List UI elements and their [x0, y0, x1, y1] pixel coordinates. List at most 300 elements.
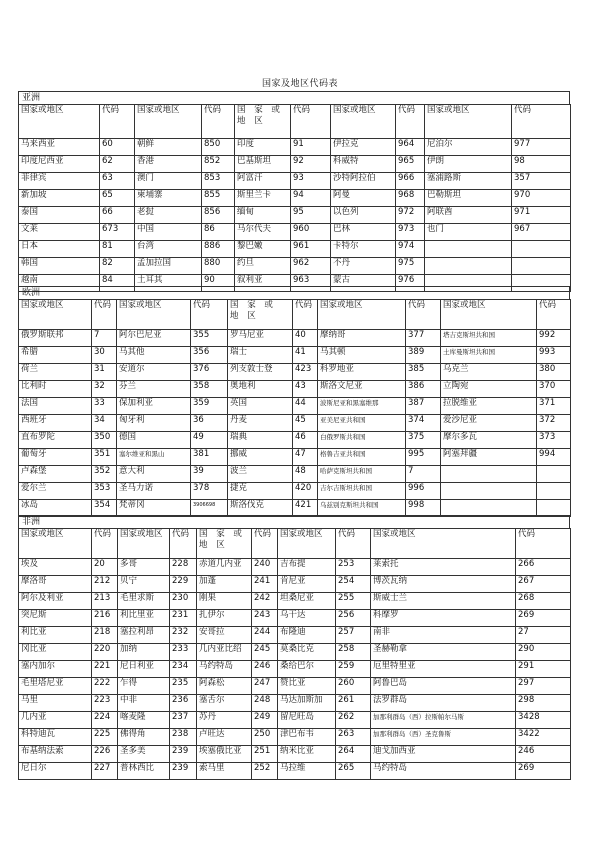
- country-cell: 奥地利: [228, 381, 293, 398]
- header-cell: 国 家 或 地 区: [235, 105, 291, 139]
- country-cell: 瑞典: [228, 432, 293, 449]
- header-cell: 代码: [336, 529, 371, 559]
- country-cell: 约旦: [235, 258, 291, 275]
- country-cell: 阿森松: [197, 678, 252, 695]
- country-cell: 荷兰: [19, 364, 92, 381]
- code-cell: 241: [252, 576, 278, 593]
- code-cell: 975: [396, 258, 425, 275]
- code-cell: [537, 483, 571, 500]
- country-cell: 拉脱维亚: [441, 398, 537, 415]
- code-cell: 60: [100, 139, 135, 156]
- code-cell: 31: [92, 364, 117, 381]
- country-cell: 塞拉利昂: [118, 627, 170, 644]
- country-cell: 普林西比: [118, 763, 170, 780]
- country-cell: 摩纳哥: [318, 330, 406, 347]
- country-cell: 柬埔寨: [135, 190, 202, 207]
- country-cell: 肯尼亚: [278, 576, 336, 593]
- code-cell: 354: [92, 500, 117, 517]
- code-cell: [512, 241, 571, 258]
- code-cell: 963: [291, 275, 331, 292]
- country-cell: 土库曼斯坦共和国: [441, 347, 537, 364]
- code-cell: 420: [293, 483, 318, 500]
- code-cell: 213: [92, 593, 118, 610]
- country-cell: 新加坡: [19, 190, 100, 207]
- country-cell: 尼日尔: [19, 763, 92, 780]
- code-cell: 263: [336, 729, 371, 746]
- table-row: [19, 729, 571, 746]
- table-row: [19, 330, 571, 347]
- country-cell: 索马里: [197, 763, 252, 780]
- code-cell: 998: [406, 500, 441, 517]
- country-cell: 黎巴嫩: [235, 241, 291, 258]
- country-cell: 爱尔兰: [19, 483, 92, 500]
- country-cell: 厄里特里亚: [371, 661, 516, 678]
- code-cell: 242: [252, 593, 278, 610]
- country-cell: 马拉维: [278, 763, 336, 780]
- country-cell: 乍得: [118, 678, 170, 695]
- country-cell: 不丹: [331, 258, 396, 275]
- country-cell: 印度尼西亚: [19, 156, 100, 173]
- code-cell: 269: [516, 763, 571, 780]
- code-cell: 358: [191, 381, 228, 398]
- code-cell: 47: [293, 449, 318, 466]
- country-cell: 迪戈加西亚: [371, 746, 516, 763]
- code-cell: 253: [336, 559, 371, 576]
- code-cell: 32: [92, 381, 117, 398]
- country-cell: 津巴布韦: [278, 729, 336, 746]
- table-row: [19, 207, 571, 224]
- table-row: [19, 381, 571, 398]
- header-cell: 代码: [170, 529, 197, 559]
- header-cell: 代码: [252, 529, 278, 559]
- code-cell: 41: [293, 347, 318, 364]
- table-row: [19, 483, 571, 500]
- code-cell: 252: [252, 763, 278, 780]
- code-cell: 973: [396, 224, 425, 241]
- code-cell: 20: [92, 559, 118, 576]
- code-cell: 259: [336, 661, 371, 678]
- country-cell: 孟加拉国: [135, 258, 202, 275]
- country-cell: 老挝: [135, 207, 202, 224]
- country-cell: 埃塞俄比亚: [197, 746, 252, 763]
- code-cell: 27: [516, 627, 571, 644]
- header-cell: 国家或地区: [371, 529, 516, 559]
- code-cell: 251: [252, 746, 278, 763]
- table-row: [19, 610, 571, 627]
- country-cell: 喀麦隆: [118, 712, 170, 729]
- code-cell: 291: [516, 661, 571, 678]
- code-cell: 236: [170, 695, 197, 712]
- code-cell: 240: [252, 559, 278, 576]
- country-cell: 匈牙利: [117, 415, 191, 432]
- code-cell: 993: [537, 347, 571, 364]
- country-cell: 阿富汗: [235, 173, 291, 190]
- code-cell: 371: [537, 398, 571, 415]
- table-row: [19, 678, 571, 695]
- code-cell: 40: [293, 330, 318, 347]
- country-cell: 列支敦士登: [228, 364, 293, 381]
- country-cell: 叙利亚: [235, 275, 291, 292]
- code-cell: 389: [406, 347, 441, 364]
- country-cell: 塞内加尔: [19, 661, 92, 678]
- country-cell: 乌干达: [278, 610, 336, 627]
- country-cell: 斯里兰卡: [235, 190, 291, 207]
- header-cell: 国家或地区: [19, 105, 100, 139]
- country-cell: 南非: [371, 627, 516, 644]
- country-cell: 安哥拉: [197, 627, 252, 644]
- country-cell: 蒙古: [331, 275, 396, 292]
- code-cell: 961: [291, 241, 331, 258]
- code-cell: 968: [396, 190, 425, 207]
- code-cell: 239: [170, 763, 197, 780]
- code-cell: 962: [291, 258, 331, 275]
- header-cell: 国家或地区: [19, 529, 92, 559]
- country-cell: 摩洛哥: [19, 576, 92, 593]
- code-cell: 381: [191, 449, 228, 466]
- country-cell: 以色列: [331, 207, 396, 224]
- country-cell: 扎伊尔: [197, 610, 252, 627]
- code-cell: 81: [100, 241, 135, 258]
- country-cell: 尼泊尔: [425, 139, 512, 156]
- table-row: [19, 156, 571, 173]
- header-cell: 国家或地区: [135, 105, 202, 139]
- country-cell: 科威特: [331, 156, 396, 173]
- country-cell: 冈比亚: [19, 644, 92, 661]
- table-row: [19, 593, 571, 610]
- country-cell: 刚果: [197, 593, 252, 610]
- country-cell: 冰岛: [19, 500, 92, 517]
- header-cell: 国家或地区: [318, 300, 406, 330]
- country-cell: 沙特阿拉伯: [331, 173, 396, 190]
- country-cell: 布基纳法索: [19, 746, 92, 763]
- header-cell: 国家或地区: [278, 529, 336, 559]
- code-cell: 375: [406, 432, 441, 449]
- country-cell: 捷克: [228, 483, 293, 500]
- country-cell: 圣马力诺: [117, 483, 191, 500]
- country-cell: 佛得角: [118, 729, 170, 746]
- code-cell: 7: [92, 330, 117, 347]
- table-row: [19, 500, 571, 517]
- table-row: [19, 661, 571, 678]
- country-cell: 保加利亚: [117, 398, 191, 415]
- country-cell: 毛里塔尼亚: [19, 678, 92, 695]
- code-cell: 352: [92, 466, 117, 483]
- header-cell: 代码: [92, 529, 118, 559]
- code-cell: 265: [336, 763, 371, 780]
- region-label-asia: 亚洲: [18, 91, 570, 104]
- country-cell: 土耳其: [135, 275, 202, 292]
- country-cell: 立陶宛: [441, 381, 537, 398]
- code-cell: 261: [336, 695, 371, 712]
- code-cell: 977: [512, 139, 571, 156]
- table-row: [19, 763, 571, 780]
- table-row: [19, 347, 571, 364]
- code-cell: 423: [293, 364, 318, 381]
- country-cell: 马来西亚: [19, 139, 100, 156]
- country-cell: 埃及: [19, 559, 92, 576]
- country-cell: 吉尔吉斯坦共和国: [318, 483, 406, 500]
- code-cell: 91: [291, 139, 331, 156]
- country-cell: 菲律宾: [19, 173, 100, 190]
- country-cell: 吉布提: [278, 559, 336, 576]
- header-cell: 代码: [191, 300, 228, 330]
- country-cell: 中国: [135, 224, 202, 241]
- code-cell: 856: [202, 207, 235, 224]
- code-cell: 93: [291, 173, 331, 190]
- code-cell: 995: [406, 449, 441, 466]
- country-cell: 摩尔多瓦: [441, 432, 537, 449]
- country-cell: 加蓬: [197, 576, 252, 593]
- country-cell: 马约特岛: [371, 763, 516, 780]
- code-cell: 966: [396, 173, 425, 190]
- country-cell: 香港: [135, 156, 202, 173]
- header-cell: 国家或地区: [19, 300, 92, 330]
- code-cell: 353: [92, 483, 117, 500]
- country-cell: 意大利: [117, 466, 191, 483]
- code-cell: 245: [252, 644, 278, 661]
- code-cell: 264: [336, 746, 371, 763]
- table-row: [19, 644, 571, 661]
- code-cell: 298: [516, 695, 571, 712]
- country-cell: 圣赫勒拿: [371, 644, 516, 661]
- table-row: [19, 746, 571, 763]
- country-cell: 桑给巴尔: [278, 661, 336, 678]
- code-cell: 852: [202, 156, 235, 173]
- code-cell: 673: [100, 224, 135, 241]
- header-cell: 代码: [512, 105, 571, 139]
- country-cell: 波斯尼亚和黑塞维那: [318, 398, 406, 415]
- header-cell: 国家或地区: [331, 105, 396, 139]
- country-cell: 澳门: [135, 173, 202, 190]
- code-cell: 373: [537, 432, 571, 449]
- code-cell: 297: [516, 678, 571, 695]
- header-cell: 代码: [516, 529, 571, 559]
- table-row: [19, 190, 571, 207]
- code-cell: 228: [170, 559, 197, 576]
- code-cell: 374: [406, 415, 441, 432]
- code-cell: 351: [92, 449, 117, 466]
- code-cell: 86: [202, 224, 235, 241]
- header-row: [19, 529, 571, 559]
- country-cell: 比利时: [19, 381, 92, 398]
- code-cell: 268: [516, 593, 571, 610]
- country-cell: 赤道几内亚: [197, 559, 252, 576]
- code-cell: 232: [170, 627, 197, 644]
- table-row: [19, 432, 571, 449]
- table-row: [19, 224, 571, 241]
- code-cell: 974: [396, 241, 425, 258]
- code-cell: 260: [336, 678, 371, 695]
- code-cell: 7: [406, 466, 441, 483]
- country-cell: 德国: [117, 432, 191, 449]
- code-cell: 290: [516, 644, 571, 661]
- table-row: [19, 559, 571, 576]
- country-cell: 塞尔维亚和黑山: [117, 449, 191, 466]
- country-cell: 突尼斯: [19, 610, 92, 627]
- country-cell: 科特迪瓦: [19, 729, 92, 746]
- table-row: [19, 258, 571, 275]
- header-cell: 国 家 或 地 区: [228, 300, 293, 330]
- country-cell: 罗马尼亚: [228, 330, 293, 347]
- code-cell: 226: [92, 746, 118, 763]
- country-cell: 博茨瓦纳: [371, 576, 516, 593]
- country-cell: 马达加斯加: [278, 695, 336, 712]
- country-cell: 芬兰: [117, 381, 191, 398]
- code-cell: 222: [92, 678, 118, 695]
- code-cell: 3428: [516, 712, 571, 729]
- code-cell: 964: [396, 139, 425, 156]
- code-cell: 970: [512, 190, 571, 207]
- code-cell: 49: [191, 432, 228, 449]
- code-cell: 356: [191, 347, 228, 364]
- code-cell: 66: [100, 207, 135, 224]
- code-cell: 246: [252, 661, 278, 678]
- country-cell: 塞舌尔: [197, 695, 252, 712]
- country-cell: 法罗群岛: [371, 695, 516, 712]
- country-cell: 加纳: [118, 644, 170, 661]
- country-cell: 爱沙尼亚: [441, 415, 537, 432]
- country-cell: 也门: [425, 224, 512, 241]
- code-cell: 243: [252, 610, 278, 627]
- code-cell: 224: [92, 712, 118, 729]
- code-cell: 996: [406, 483, 441, 500]
- code-cell: 359: [191, 398, 228, 415]
- country-cell: 巴基斯坦: [235, 156, 291, 173]
- code-cell: 82: [100, 258, 135, 275]
- header-cell: 国 家 或 地 区: [197, 529, 252, 559]
- country-cell: 阿鲁巴岛: [371, 678, 516, 695]
- code-cell: 246: [516, 746, 571, 763]
- code-cell: 45: [293, 415, 318, 432]
- code-cell: 3906698: [191, 500, 228, 517]
- code-cell: 886: [202, 241, 235, 258]
- code-cell: 3422: [516, 729, 571, 746]
- code-cell: 350: [92, 432, 117, 449]
- country-cell: 加那利群岛（西）圣克鲁斯: [371, 729, 516, 746]
- country-cell: 布隆迪: [278, 627, 336, 644]
- country-cell: 白俄罗斯共和国: [318, 432, 406, 449]
- country-cell: 几内亚比绍: [197, 644, 252, 661]
- country-cell: 西班牙: [19, 415, 92, 432]
- country-cell: 哈萨克斯坦共和国: [318, 466, 406, 483]
- code-cell: 221: [92, 661, 118, 678]
- code-cell: [512, 258, 571, 275]
- code-cell: 256: [336, 610, 371, 627]
- country-cell: 卡特尔: [331, 241, 396, 258]
- code-cell: 233: [170, 644, 197, 661]
- table-row: [19, 398, 571, 415]
- country-cell: 马约特岛: [197, 661, 252, 678]
- code-cell: [537, 466, 571, 483]
- code-cell: 421: [293, 500, 318, 517]
- country-cell: 阿曼: [331, 190, 396, 207]
- africa-table: [18, 528, 571, 780]
- code-cell: 385: [406, 364, 441, 381]
- table-row: [19, 449, 571, 466]
- code-cell: 30: [92, 347, 117, 364]
- table-row: [19, 576, 571, 593]
- code-cell: 377: [406, 330, 441, 347]
- country-cell: 巴勒斯坦: [425, 190, 512, 207]
- code-cell: 90: [202, 275, 235, 292]
- code-cell: 244: [252, 627, 278, 644]
- code-cell: 44: [293, 398, 318, 415]
- country-cell: 斯威士兰: [371, 593, 516, 610]
- code-cell: 235: [170, 678, 197, 695]
- country-cell: [441, 500, 537, 517]
- code-cell: 239: [170, 746, 197, 763]
- code-cell: 218: [92, 627, 118, 644]
- table-row: [19, 415, 571, 432]
- country-cell: 泰国: [19, 207, 100, 224]
- code-cell: 33: [92, 398, 117, 415]
- page-title: 国家及地区代码表: [261, 79, 338, 89]
- country-cell: 伊拉克: [331, 139, 396, 156]
- code-cell: 355: [191, 330, 228, 347]
- country-cell: 阿塞拜疆: [441, 449, 537, 466]
- code-cell: 230: [170, 593, 197, 610]
- country-cell: 阿尔及利亚: [19, 593, 92, 610]
- code-cell: 39: [191, 466, 228, 483]
- table-row: [19, 712, 571, 729]
- country-cell: 乌克兰: [441, 364, 537, 381]
- code-cell: 372: [537, 415, 571, 432]
- code-cell: 65: [100, 190, 135, 207]
- country-cell: [425, 241, 512, 258]
- code-cell: 967: [512, 224, 571, 241]
- code-cell: 48: [293, 466, 318, 483]
- code-cell: 227: [92, 763, 118, 780]
- code-cell: [537, 500, 571, 517]
- country-cell: 梵蒂冈: [117, 500, 191, 517]
- code-cell: 880: [202, 258, 235, 275]
- code-cell: 357: [512, 173, 571, 190]
- country-cell: 坦桑尼亚: [278, 593, 336, 610]
- code-cell: 98: [512, 156, 571, 173]
- code-cell: 92: [291, 156, 331, 173]
- code-cell: 370: [537, 381, 571, 398]
- code-cell: 46: [293, 432, 318, 449]
- region-label-europe: 欧洲: [18, 286, 570, 299]
- europe-table: [18, 299, 571, 517]
- country-cell: 斯洛文尼亚: [318, 381, 406, 398]
- country-cell: 希腊: [19, 347, 92, 364]
- code-cell: 976: [396, 275, 425, 292]
- country-cell: 葡萄牙: [19, 449, 92, 466]
- header-cell: 代码: [537, 300, 571, 330]
- code-cell: 376: [191, 364, 228, 381]
- country-cell: 波兰: [228, 466, 293, 483]
- country-cell: 科摩罗: [371, 610, 516, 627]
- country-cell: 直布罗陀: [19, 432, 92, 449]
- country-cell: 法国: [19, 398, 92, 415]
- code-cell: 34: [92, 415, 117, 432]
- country-cell: [441, 483, 537, 500]
- code-cell: 380: [537, 364, 571, 381]
- country-cell: 朝鲜: [135, 139, 202, 156]
- country-cell: 马其他: [117, 347, 191, 364]
- country-cell: 塞浦路斯: [425, 173, 512, 190]
- country-cell: 缅甸: [235, 207, 291, 224]
- country-cell: 马尔代夫: [235, 224, 291, 241]
- country-cell: 尼日利亚: [118, 661, 170, 678]
- code-cell: 84: [100, 275, 135, 292]
- code-cell: 223: [92, 695, 118, 712]
- code-cell: 43: [293, 381, 318, 398]
- country-cell: 安道尔: [117, 364, 191, 381]
- country-cell: 乌兹别克斯坦共和国: [318, 500, 406, 517]
- header-row: [19, 105, 571, 139]
